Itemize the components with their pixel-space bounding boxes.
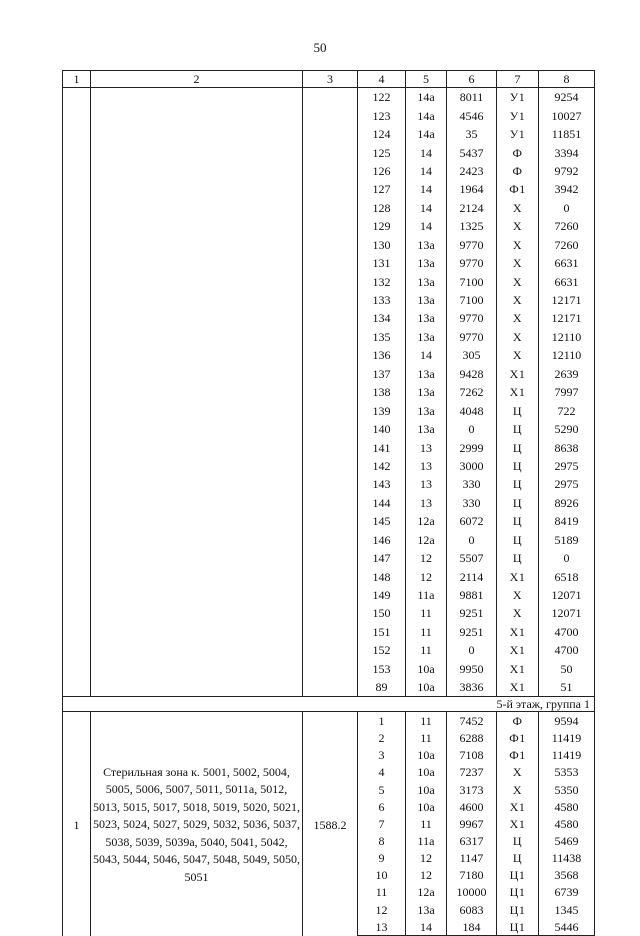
floor-level-cell: 13a — [406, 291, 447, 309]
room-number-cell: 148 — [358, 567, 406, 585]
floor-level-cell: 10a — [406, 747, 447, 764]
category-cell: Ц1 — [497, 918, 539, 936]
distance-cell: 11438 — [539, 850, 595, 867]
room-number-cell: 140 — [358, 420, 406, 438]
category-cell: Х1 — [497, 623, 539, 641]
floor-level-cell: 13a — [406, 420, 447, 438]
floor-level-cell: 14 — [406, 143, 447, 161]
floor-level-cell: 11 — [406, 730, 447, 747]
category-cell: Х — [497, 586, 539, 604]
table-row — [63, 712, 595, 730]
room-number-cell: 146 — [358, 531, 406, 549]
distance-cell: 7260 — [539, 217, 595, 235]
category-cell: Х1 — [497, 641, 539, 659]
floor-level-cell: 10a — [406, 798, 447, 815]
distance-cell: 12171 — [539, 291, 595, 309]
floor-level-cell: 13a — [406, 236, 447, 254]
value-cell: 6083 — [447, 901, 497, 918]
floor-level-cell: 14 — [406, 217, 447, 235]
distance-cell: 2975 — [539, 475, 595, 493]
header-cell: 7 — [497, 71, 539, 88]
room-number-cell: 135 — [358, 328, 406, 346]
category-cell: Х1 — [497, 815, 539, 832]
floor-level-cell: 11 — [406, 712, 447, 730]
value-cell: 2423 — [447, 162, 497, 180]
value-cell: 7180 — [447, 867, 497, 884]
value-cell: 7452 — [447, 712, 497, 730]
category-cell: Х1 — [497, 798, 539, 815]
distance-cell: 2975 — [539, 457, 595, 475]
group-heading-row — [63, 697, 595, 712]
room-number-cell: 9 — [358, 850, 406, 867]
header-row — [63, 71, 595, 88]
value-cell: 9428 — [447, 365, 497, 383]
data-table — [62, 70, 595, 936]
floor-level-cell: 11 — [406, 623, 447, 641]
header-cell: 2 — [91, 71, 303, 88]
room-number-cell: 132 — [358, 272, 406, 290]
category-cell: Ф — [497, 143, 539, 161]
room-number-cell: 145 — [358, 512, 406, 530]
category-cell: У1 — [497, 125, 539, 143]
room-number-cell: 4 — [358, 764, 406, 781]
value-cell: 9251 — [447, 623, 497, 641]
room-number-cell: 10 — [358, 867, 406, 884]
distance-cell: 9254 — [539, 88, 595, 107]
distance-cell: 8419 — [539, 512, 595, 530]
floor-level-cell: 13a — [406, 309, 447, 327]
room-number-cell: 129 — [358, 217, 406, 235]
category-cell: Х — [497, 781, 539, 798]
distance-cell: 4580 — [539, 798, 595, 815]
value-cell: 9770 — [447, 328, 497, 346]
distance-cell: 8926 — [539, 494, 595, 512]
category-cell: Х — [497, 309, 539, 327]
distance-cell: 12071 — [539, 586, 595, 604]
floor-level-cell: 13a — [406, 383, 447, 401]
distance-cell: 4580 — [539, 815, 595, 832]
distance-cell: 5350 — [539, 781, 595, 798]
distance-cell: 12171 — [539, 309, 595, 327]
distance-cell: 5353 — [539, 764, 595, 781]
room-number-cell: 125 — [358, 143, 406, 161]
floor-level-cell: 13a — [406, 401, 447, 419]
room-number-cell: 5 — [358, 781, 406, 798]
room-number-cell: 89 — [358, 678, 406, 697]
category-cell: Ф — [497, 162, 539, 180]
category-cell: Х1 — [497, 567, 539, 585]
distance-cell: 12110 — [539, 346, 595, 364]
floor-level-cell: 13a — [406, 901, 447, 918]
item-number-cell — [63, 88, 91, 697]
value-cell: 3173 — [447, 781, 497, 798]
category-cell: Х — [497, 272, 539, 290]
room-number-cell: 3 — [358, 747, 406, 764]
value-cell: 4546 — [447, 106, 497, 124]
distance-cell: 6739 — [539, 884, 595, 901]
category-cell: Ц — [497, 420, 539, 438]
value-cell: 9950 — [447, 660, 497, 678]
room-number-cell: 128 — [358, 199, 406, 217]
distance-cell: 4700 — [539, 641, 595, 659]
room-number-cell: 151 — [358, 623, 406, 641]
value-cell: 0 — [447, 641, 497, 659]
floor-level-cell: 12a — [406, 884, 447, 901]
category-cell: Х — [497, 236, 539, 254]
category-cell: Х — [497, 291, 539, 309]
category-cell: Х1 — [497, 383, 539, 401]
area-cell — [303, 88, 358, 697]
floor-level-cell: 12a — [406, 512, 447, 530]
distance-cell: 12110 — [539, 328, 595, 346]
floor-level-cell: 10a — [406, 660, 447, 678]
distance-cell: 4700 — [539, 623, 595, 641]
room-number-cell: 149 — [358, 586, 406, 604]
value-cell: 330 — [447, 475, 497, 493]
value-cell: 6288 — [447, 730, 497, 747]
value-cell: 3836 — [447, 678, 497, 697]
floor-level-cell: 14a — [406, 125, 447, 143]
distance-cell: 2639 — [539, 365, 595, 383]
floor-level-cell: 12 — [406, 850, 447, 867]
category-cell: Ц — [497, 494, 539, 512]
distance-cell: 12071 — [539, 604, 595, 622]
room-number-cell: 152 — [358, 641, 406, 659]
distance-cell: 6631 — [539, 272, 595, 290]
value-cell: 4048 — [447, 401, 497, 419]
value-cell: 9770 — [447, 254, 497, 272]
floor-level-cell: 14 — [406, 199, 447, 217]
distance-cell: 8638 — [539, 438, 595, 456]
value-cell: 1147 — [447, 850, 497, 867]
distance-cell: 1345 — [539, 901, 595, 918]
category-cell: Х — [497, 764, 539, 781]
category-cell: Х1 — [497, 660, 539, 678]
distance-cell: 5446 — [539, 918, 595, 936]
category-cell: Ф1 — [497, 180, 539, 198]
value-cell: 1325 — [447, 217, 497, 235]
room-number-cell: 127 — [358, 180, 406, 198]
floor-level-cell: 10a — [406, 678, 447, 697]
value-cell: 9770 — [447, 309, 497, 327]
distance-cell: 11419 — [539, 730, 595, 747]
room-number-cell: 126 — [358, 162, 406, 180]
floor-level-cell: 12 — [406, 567, 447, 585]
value-cell: 0 — [447, 420, 497, 438]
description-cell — [91, 88, 303, 697]
floor-level-cell: 14a — [406, 106, 447, 124]
value-cell: 7108 — [447, 747, 497, 764]
room-number-cell: 134 — [358, 309, 406, 327]
category-cell: Х — [497, 346, 539, 364]
floor-level-cell: 13a — [406, 365, 447, 383]
floor-level-cell: 13a — [406, 272, 447, 290]
category-cell: Ф1 — [497, 747, 539, 764]
floor-level-cell: 11 — [406, 815, 447, 832]
floor-level-cell: 14 — [406, 346, 447, 364]
distance-cell: 3568 — [539, 867, 595, 884]
distance-cell: 5189 — [539, 531, 595, 549]
distance-cell: 0 — [539, 549, 595, 567]
room-number-cell: 144 — [358, 494, 406, 512]
floor-level-cell: 13 — [406, 475, 447, 493]
room-number-cell: 137 — [358, 365, 406, 383]
floor-level-cell: 12a — [406, 531, 447, 549]
header-cell: 3 — [303, 71, 358, 88]
room-number-cell: 1 — [358, 712, 406, 730]
value-cell: 2999 — [447, 438, 497, 456]
value-cell: 2114 — [447, 567, 497, 585]
value-cell: 9770 — [447, 236, 497, 254]
room-number-cell: 123 — [358, 106, 406, 124]
header-cell: 5 — [406, 71, 447, 88]
category-cell: Х — [497, 199, 539, 217]
distance-cell: 7260 — [539, 236, 595, 254]
room-number-cell: 131 — [358, 254, 406, 272]
distance-cell: 9594 — [539, 712, 595, 730]
floor-level-cell: 11 — [406, 641, 447, 659]
value-cell: 7100 — [447, 291, 497, 309]
distance-cell: 9792 — [539, 162, 595, 180]
room-number-cell: 2 — [358, 730, 406, 747]
room-number-cell: 143 — [358, 475, 406, 493]
value-cell: 9251 — [447, 604, 497, 622]
floor-level-cell: 13 — [406, 457, 447, 475]
distance-cell: 6631 — [539, 254, 595, 272]
header-cell: 4 — [358, 71, 406, 88]
value-cell: 3000 — [447, 457, 497, 475]
value-cell: 4600 — [447, 798, 497, 815]
room-number-cell: 13 — [358, 918, 406, 936]
header-cell: 1 — [63, 71, 91, 88]
value-cell: 8011 — [447, 88, 497, 107]
distance-cell: 11851 — [539, 125, 595, 143]
value-cell: 7100 — [447, 272, 497, 290]
value-cell: 2124 — [447, 199, 497, 217]
area-cell: 1588.2 — [303, 712, 358, 936]
room-number-cell: 147 — [358, 549, 406, 567]
distance-cell: 50 — [539, 660, 595, 678]
category-cell: Ц1 — [497, 901, 539, 918]
category-cell: Ц1 — [497, 884, 539, 901]
header-cell: 6 — [447, 71, 497, 88]
value-cell: 35 — [447, 125, 497, 143]
table-row — [63, 88, 595, 107]
room-number-cell: 138 — [358, 383, 406, 401]
category-cell: Х — [497, 254, 539, 272]
floor-level-cell: 10a — [406, 764, 447, 781]
category-cell: Ц — [497, 850, 539, 867]
category-cell: Х1 — [497, 365, 539, 383]
value-cell: 1964 — [447, 180, 497, 198]
header-cell: 8 — [539, 71, 595, 88]
value-cell: 0 — [447, 531, 497, 549]
distance-cell: 722 — [539, 401, 595, 419]
room-number-cell: 124 — [358, 125, 406, 143]
value-cell: 10000 — [447, 884, 497, 901]
category-cell: Ц — [497, 512, 539, 530]
category-cell: Ц — [497, 401, 539, 419]
distance-cell: 10027 — [539, 106, 595, 124]
distance-cell: 5290 — [539, 420, 595, 438]
distance-cell: 3394 — [539, 143, 595, 161]
value-cell: 6317 — [447, 832, 497, 849]
category-cell: У1 — [497, 88, 539, 107]
room-number-cell: 11 — [358, 884, 406, 901]
category-cell: У1 — [497, 106, 539, 124]
floor-level-cell: 12 — [406, 867, 447, 884]
category-cell: Ц — [497, 549, 539, 567]
category-cell: Х — [497, 604, 539, 622]
room-number-cell: 6 — [358, 798, 406, 815]
room-number-cell: 12 — [358, 901, 406, 918]
distance-cell: 0 — [539, 199, 595, 217]
floor-level-cell: 14 — [406, 180, 447, 198]
floor-level-cell: 11a — [406, 832, 447, 849]
room-number-cell: 141 — [358, 438, 406, 456]
category-cell: Ц1 — [497, 867, 539, 884]
floor-level-cell: 12 — [406, 549, 447, 567]
floor-level-cell: 13 — [406, 438, 447, 456]
floor-level-cell: 14 — [406, 918, 447, 936]
category-cell: Ц — [497, 438, 539, 456]
room-number-cell: 130 — [358, 236, 406, 254]
value-cell: 7237 — [447, 764, 497, 781]
room-number-cell: 142 — [358, 457, 406, 475]
category-cell: Ф1 — [497, 730, 539, 747]
item-number-cell: 1 — [63, 712, 91, 936]
value-cell: 5507 — [447, 549, 497, 567]
value-cell: 184 — [447, 918, 497, 936]
category-cell: Ц — [497, 475, 539, 493]
floor-level-cell: 13a — [406, 328, 447, 346]
category-cell: Ф — [497, 712, 539, 730]
floor-level-cell: 14a — [406, 88, 447, 107]
distance-cell: 51 — [539, 678, 595, 697]
floor-level-cell: 10a — [406, 781, 447, 798]
description-cell: Стерильная зона к. 5001, 5002, 5004, 5005, 5006, 5007, 5011, 5011а, 5012, 5013, 5015, 5017, 5018, 5019, 5020, 5021, 5023, 5024, 5027, 5029, 5032, 5036, 5037, 5038, 5039, 5039а, 5040, 5041, 5042, 5043, 5044, 5046, 5047, 5048, 5049, 5050, 5051 — [91, 712, 303, 936]
room-number-cell: 133 — [358, 291, 406, 309]
room-number-cell: 150 — [358, 604, 406, 622]
distance-cell: 11419 — [539, 747, 595, 764]
category-cell: Ц — [497, 832, 539, 849]
room-number-cell: 122 — [358, 88, 406, 107]
value-cell: 7262 — [447, 383, 497, 401]
value-cell: 330 — [447, 494, 497, 512]
category-cell: Ц — [497, 457, 539, 475]
room-number-cell: 136 — [358, 346, 406, 364]
value-cell: 5437 — [447, 143, 497, 161]
floor-level-cell: 13a — [406, 254, 447, 272]
room-number-cell: 8 — [358, 832, 406, 849]
room-number-cell: 7 — [358, 815, 406, 832]
category-cell: Ц — [497, 531, 539, 549]
floor-level-cell: 11a — [406, 586, 447, 604]
distance-cell: 7997 — [539, 383, 595, 401]
distance-cell: 6518 — [539, 567, 595, 585]
room-number-cell: 139 — [358, 401, 406, 419]
value-cell: 9967 — [447, 815, 497, 832]
value-cell: 305 — [447, 346, 497, 364]
category-cell: Х — [497, 328, 539, 346]
value-cell: 6072 — [447, 512, 497, 530]
category-cell: Х1 — [497, 678, 539, 697]
floor-level-cell: 11 — [406, 604, 447, 622]
distance-cell: 3942 — [539, 180, 595, 198]
floor-level-cell: 14 — [406, 162, 447, 180]
floor-level-cell: 13 — [406, 494, 447, 512]
room-number-cell: 153 — [358, 660, 406, 678]
value-cell: 9881 — [447, 586, 497, 604]
distance-cell: 5469 — [539, 832, 595, 849]
group-heading: 5-й этаж, группа 1 — [63, 697, 595, 712]
page-number: 50 — [313, 40, 327, 55]
category-cell: Х — [497, 217, 539, 235]
